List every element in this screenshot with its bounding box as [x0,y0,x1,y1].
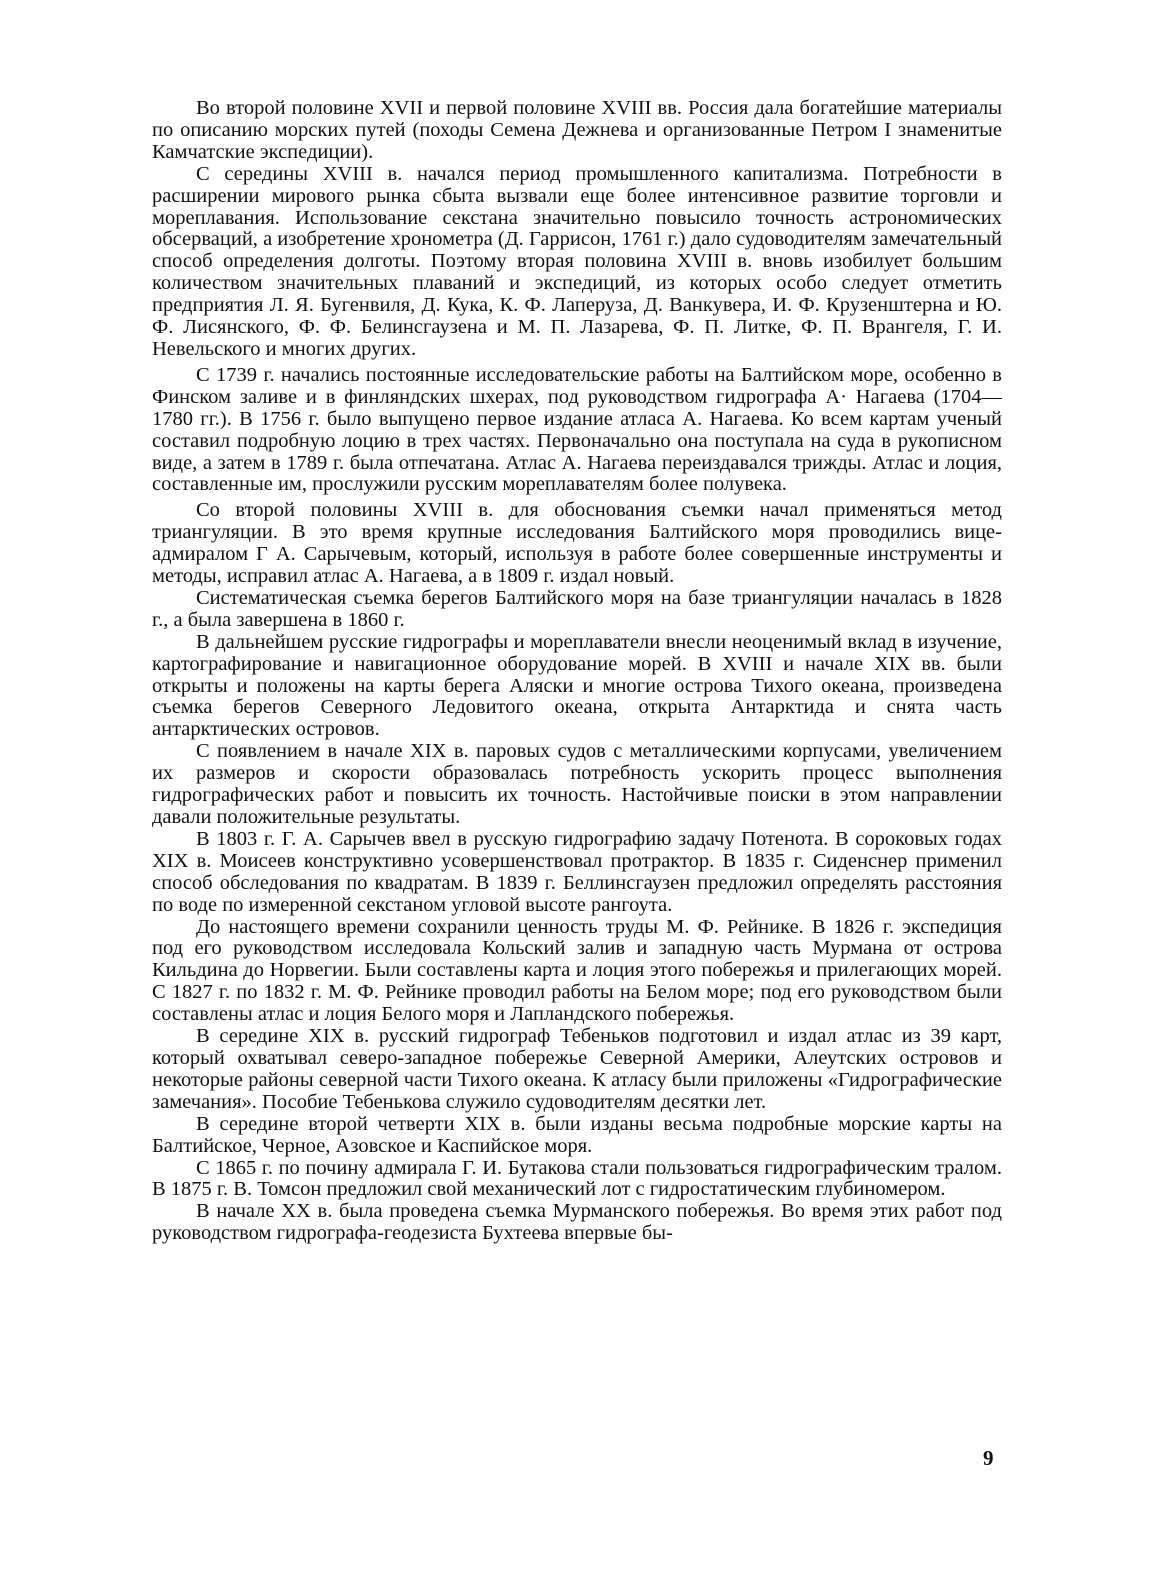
paragraph-5: Систематическая съемка берегов Балтийского моря на базе триангуляции началась в 1828 г., а была завершена в 1860 г. [152,586,1002,631]
paragraph-1: Во второй половине XVII и первой половине XVIII вв. Россия дала богатейшие материалы по описанию морских путей (походы Семена Дежнева и организованные Петром I знаменитые Камчатские экспедиции). [152,97,1002,163]
paragraph-4: Со второй половины XVIII в. для обоснования съемки начал применяться метод триангуляции. В это время крупные исследования Балтийского моря проводились вице-адмиралом Г А. Сарычевым, который, используя в работе более совершенные инструменты и методы, исправил атлас А. Нагаева, а в 1809 г. издал новый. [152,499,1002,588]
paragraph-11: В середине второй четверти XIX в. были изданы весьма подробные морские карты на Балтийское, Черное, Азовское и Каспийское моря. [152,1112,1002,1157]
body-text [152,98,1002,1245]
paragraph-13: В начале XX в. была проведена съемка Мурманского побережья. Во время этих работ под руководством гидрографа-геодезиста Бухтеева впервые бы- [152,1200,1002,1245]
paragraph-9: До настоящего времени сохранили ценность труды М. Ф. Рейнике. В 1826 г. экспедиция под его руководством исследовала Кольский залив и западную часть Мурмана от острова Кильдина до Норвегии. Были составлены карта и лоция этого побережья и прилегающих морей. С 1827 г. по 1832 г. М. Ф. Рейнике проводил работы на Белом море; под его руководством были составлены атлас и лоция Белого моря и Лапландского побережья. [152,915,1002,1026]
paragraph-8: В 1803 г. Г. А. Сарычев ввел в русскую гидрографию задачу Потенота. В сороковых годах XIX в. Моисеев конструктивно усовершенствовал протрактор. В 1835 г. Сиденснер применил способ обследования по квадратам. В 1839 г. Беллинсгаузен предложил определять расстояния по воде по измеренной секстаном угловой высоте рангоута. [152,827,1002,916]
paragraph-12: С 1865 г. по почину адмирала Г. И. Бутакова стали пользоваться гидрографическим тралом. В 1875 г. В. Томсон предложил свой механический лот с гидростатическим глубиномером. [152,1156,1002,1201]
paragraph-2: С середины XVIII в. начался период промышленного капитализма. Потребности в расширении мирового рынка сбыта вызвали еще более интенсивное развитие торговли и мореплавания. Использование секстана значительно повысило точность астрономических обсерваций, а изобретение хронометра (Д. Гаррисон, 1761 г.) дало судоводителям замечательный способ определения долготы. Поэтому вторая половина XVIII в. вновь изобилует большим количеством значительных плаваний и экспедиций, из которых особо следует отметить предприятия Л. Я. Бугенвиля, Д. Кука, К. Ф. Лаперуза, Д. Ванкувера, И. Ф. Крузенштерна и Ю. Ф. Лисянского, Ф. Ф. Белинсгаузена и М. П. Лазарева, Ф. П. Литке, Ф. П. Врангеля, Г. И. Невельского и многих других. [152,162,1002,360]
paragraph-7: С появлением в начале XIX в. паровых судов с металлическими корпусами, увеличением их размеров и скорости образовалась потребность ускорить процесс выполнения гидрографических работ и повысить их точность. Настойчивые поиски в этом направлении давали положительные результаты. [152,740,1002,828]
page-number: 9 [983,1446,994,1470]
paragraph-3: С 1739 г. начались постоянные исследовательские работы на Балтийском море, особенно в Финском заливе и в финляндских шхерах, под руководством гидрографа А· Нагаева (1704—1780 гг.). В 1756 г. было выпущено первое издание атласа А. Нагаева. Ко всем картам ученый составил подробную лоцию в трех частях. Первоначально она поступала на суда в рукописном виде, а затем в 1789 г. была отпечатана. Атлас А. Нагаева переиздавался трижды. Атлас и лоция, составленные им, прослужили русским мореплавателям более полувека. [152,363,1002,496]
paragraph-6: В дальнейшем русские гидрографы и мореплаватели внесли неоценимый вклад в изучение, картографирование и навигационное оборудование морей. В XVIII и начале XIX вв. были открыты и положены на карты берега Аляски и многие острова Тихого океана, произведена съемка берегов Северного Ледовитого океана, открыта Антарктида и снята часть антарктических островов. [152,630,1002,741]
paragraph-10: В середине XIX в. русский гидрограф Тебеньков подготовил и издал атлас из 39 карт, который охватывал северо-западное побережье Северной Америки, Алеутских островов и некоторые районы северной части Тихого океана. К атласу были приложены «Гидрографические замечания». Пособие Тебенькова служило судоводителям десятки лет. [152,1025,1002,1113]
